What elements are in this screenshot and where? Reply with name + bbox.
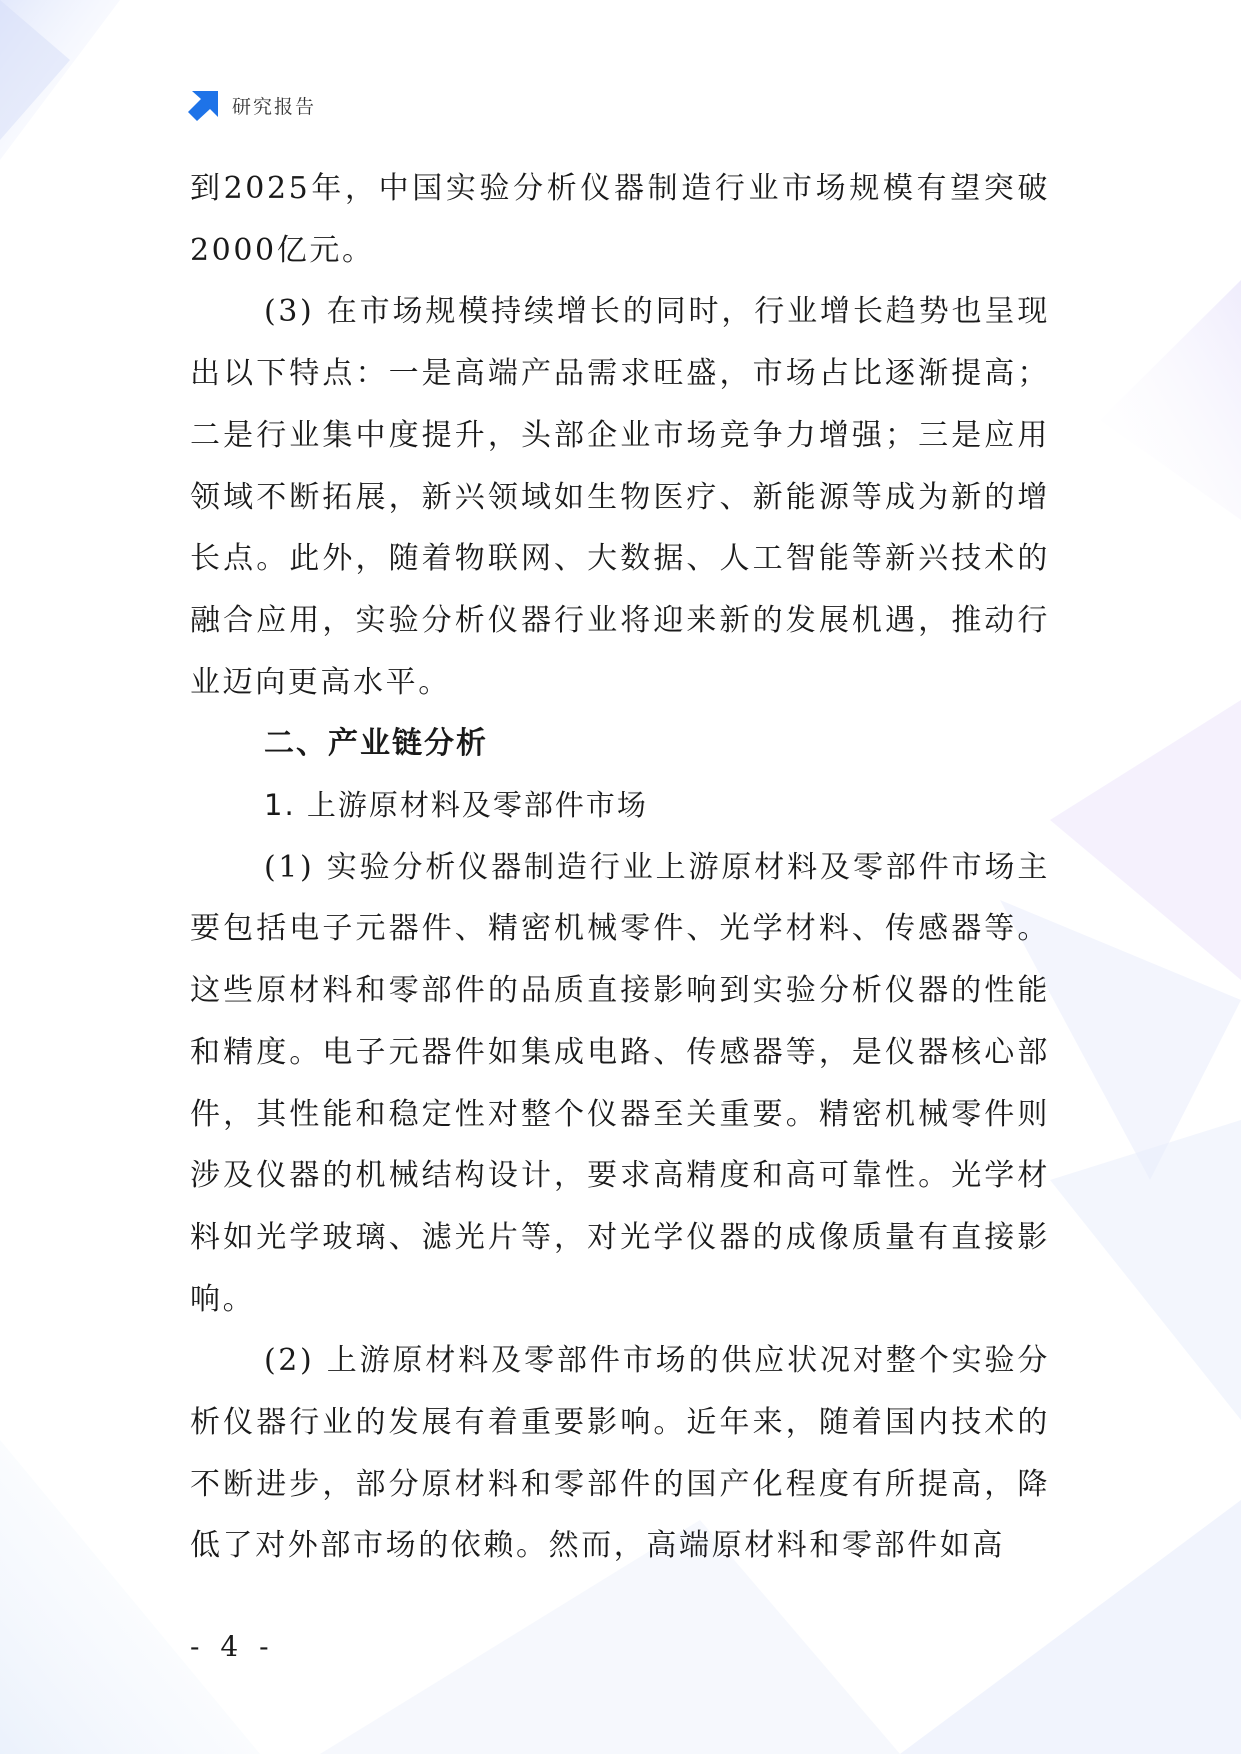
- arrow-up-right-icon: [188, 89, 220, 121]
- report-header: [188, 88, 316, 122]
- subsection-heading: 1. 上游原材料及零部件市场: [264, 788, 648, 823]
- paragraph: (1) 实验分析仪器制造行业上游原材料及零部件市场主要包括电子元器件、精密机械零件、光学材料、传感器等。这些原材料和零部件的品质直接影响到实验分析仪器的性能和精度。电子元器件如集成电路、传感器等，是仪器核心部件，其性能和稳定性对整个仪器至关重要。精密机械零件则涉及仪器的机械结构设计，要求高精度和高可靠性。光学材料如光学玻璃、滤光片等，对光学仪器的成像质量有直接影响。: [190, 849, 1050, 1317]
- document-body: [190, 158, 1050, 1577]
- paragraph: 到2025年，中国实验分析仪器制造行业市场规模有望突破2000亿元。: [190, 171, 1050, 268]
- paragraph: (2) 上游原材料及零部件市场的供应状况对整个实验分析仪器行业的发展有着重要影响。近年来，随着国内技术的不断进步，部分原材料和零部件的国产化程度有所提高，降低了对外部市场的依赖。然而，高端原材料和零部件如高: [190, 1343, 1050, 1564]
- page-number: - 4 -: [190, 1630, 275, 1663]
- report-title: 研究报告: [232, 95, 317, 118]
- section-heading: 二、产业链分析: [264, 726, 488, 762]
- paragraph: (3) 在市场规模持续增长的同时，行业增长趋势也呈现出以下特点：一是高端产品需求旺盛，市场占比逐渐提高；二是行业集中度提升，头部企业市场竞争力增强；三是应用领域不断拓展，新兴领域如生物医疗、新能源等成为新的增长点。此外，随着物联网、大数据、人工智能等新兴技术的融合应用，实验分析仪器行业将迎来新的发展机遇，推动行业迈向更高水平。: [190, 294, 1050, 700]
